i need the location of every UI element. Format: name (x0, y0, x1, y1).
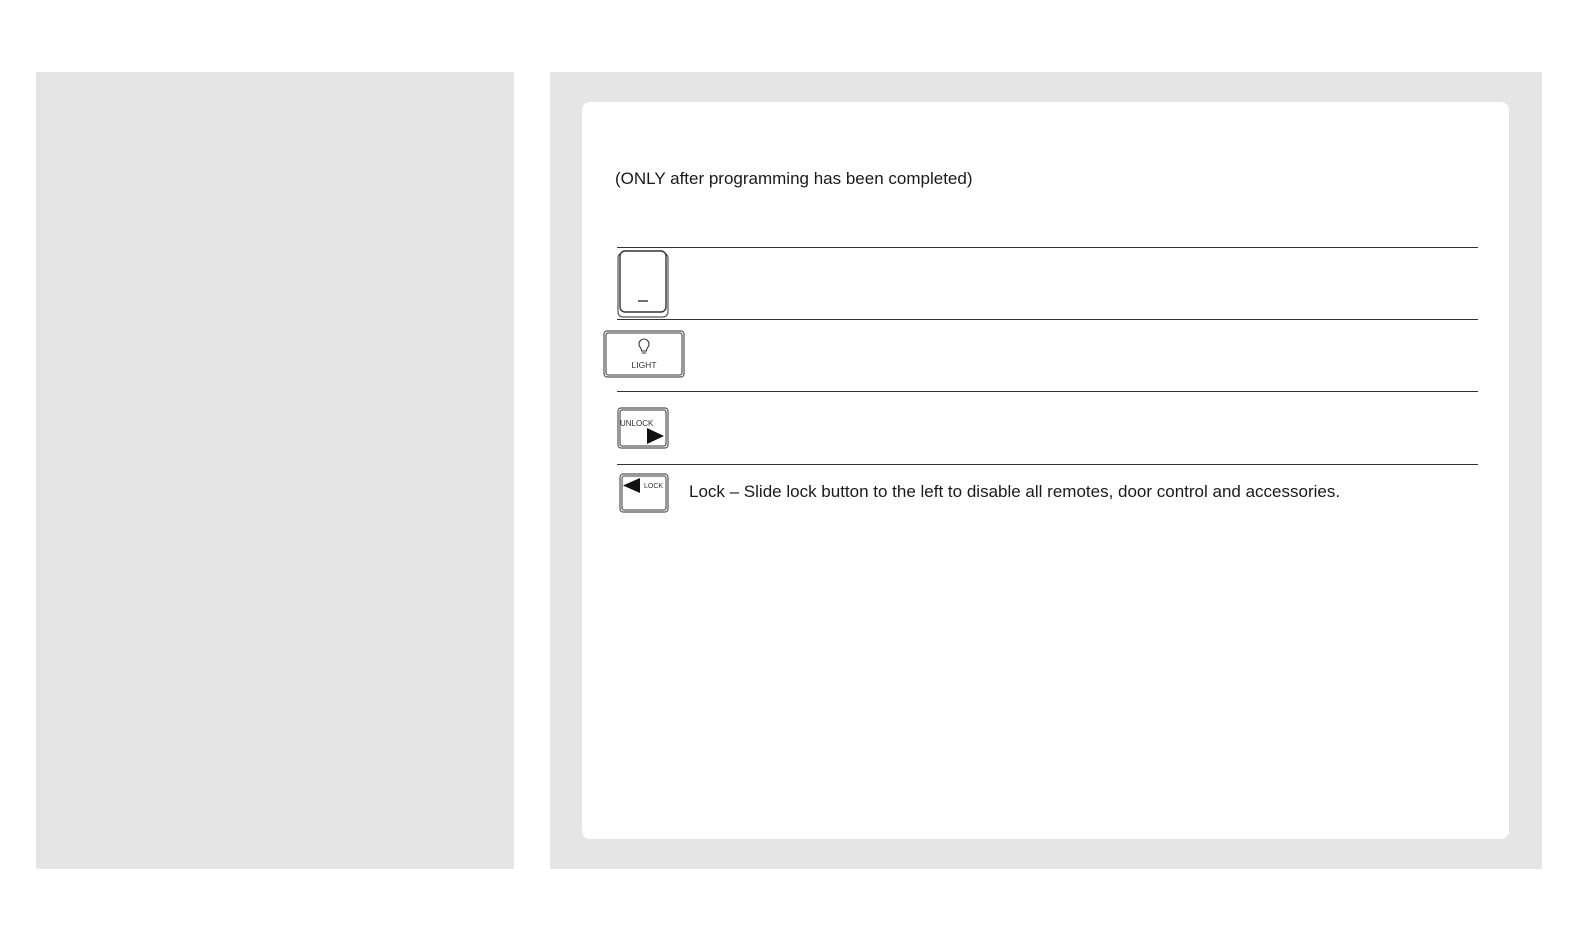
divider (617, 247, 1478, 248)
svg-text:LOCK: LOCK (644, 483, 664, 490)
lock-button-icon (619, 473, 671, 520)
divider (617, 464, 1478, 465)
right-panel (550, 72, 1542, 869)
divider (617, 391, 1478, 392)
page-subtitle: (ONLY after programming has been completed) (615, 169, 973, 188)
lock-description: Lock – Slide lock button to the left to disable all remotes, door control and accessories. (689, 482, 1341, 501)
left-panel (36, 72, 514, 869)
unlock-button-icon (617, 407, 671, 456)
light-button-icon (603, 330, 685, 383)
svg-text:UNLOCK: UNLOCK (620, 419, 654, 428)
instructions-card (582, 102, 1509, 839)
push-button-icon (617, 249, 671, 324)
divider (617, 319, 1478, 320)
svg-text:LIGHT: LIGHT (631, 360, 657, 370)
